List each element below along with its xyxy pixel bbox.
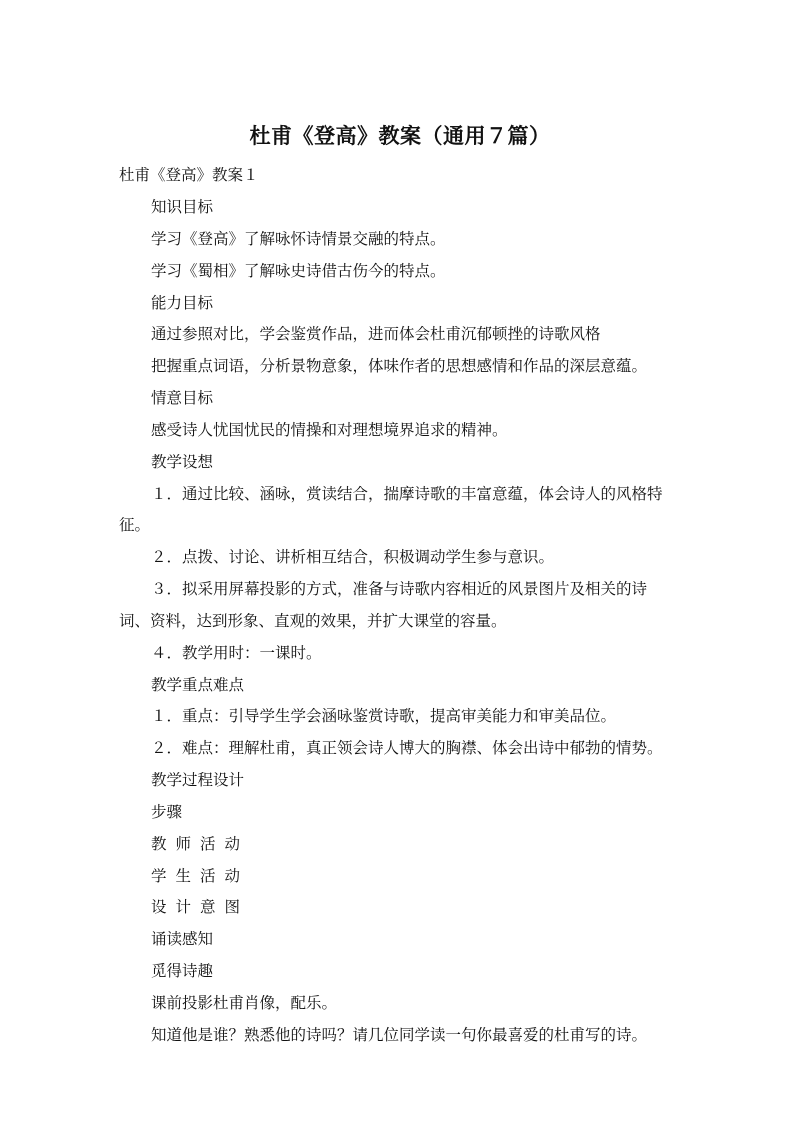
paragraph: 步骤 xyxy=(151,803,183,821)
heading-process-design: 教学过程设计 xyxy=(151,771,245,789)
paragraph: ２．点拨、讨论、讲析相互结合，积极调动学生参与意识。 xyxy=(151,548,555,566)
paragraph: 感受诗人忧国忧民的情操和对理想境界追求的精神。 xyxy=(151,421,508,439)
paragraph-continuation: 词、资料，达到形象、直观的效果，并扩大课堂的容量。 xyxy=(119,612,507,630)
paragraph: 知道他是谁？熟悉他的诗吗？请几位同学读一句你最喜爱的杜甫写的诗。 xyxy=(151,1026,648,1044)
heading-key-points: 教学重点难点 xyxy=(151,676,245,694)
paragraph: ３．拟采用屏幕投影的方式，准备与诗歌内容相近的风景图片及相关的诗 xyxy=(151,580,648,598)
paragraph: 学生活动 xyxy=(151,867,250,885)
heading-knowledge-goal: 知识目标 xyxy=(151,198,214,216)
heading-emotion-goal: 情意目标 xyxy=(151,389,214,407)
paragraph: 设计意图 xyxy=(151,898,250,916)
paragraph: 把握重点词语，分析景物意象，体味作者的思想感情和作品的深层意蕴。 xyxy=(151,357,648,375)
heading-teaching-plan: 教学设想 xyxy=(151,453,214,471)
paragraph: 教师活动 xyxy=(151,835,250,853)
heading-ability-goal: 能力目标 xyxy=(151,294,214,312)
paragraph: １．通过比较、涵咏，赏读结合，揣摩诗歌的丰富意蕴，体会诗人的风格特 xyxy=(151,485,663,503)
section-heading: 杜甫《登高》教案１ xyxy=(119,166,259,184)
paragraph: 学习《蜀相》了解咏史诗借古伤今的特点。 xyxy=(151,262,446,280)
paragraph: ４．教学用时：一课时。 xyxy=(151,644,322,662)
paragraph: 通过参照对比，学会鉴赏作品，进而体会杜甫沉郁顿挫的诗歌风格 xyxy=(151,325,601,343)
paragraph-continuation: 征。 xyxy=(119,516,151,534)
paragraph: 课前投影杜甫肖像，配乐。 xyxy=(151,994,338,1012)
document-title: 杜甫《登高》教案（通用７篇） xyxy=(249,124,551,148)
paragraph: １．重点：引导学生学会涵咏鉴赏诗歌，提高审美能力和审美品位。 xyxy=(151,707,617,725)
paragraph: 觅得诗趣 xyxy=(151,962,214,980)
paragraph: 学习《登高》了解咏怀诗情景交融的特点。 xyxy=(151,230,446,248)
paragraph: 诵读感知 xyxy=(151,930,214,948)
paragraph: ２．难点：理解杜甫，真正领会诗人博大的胸襟、体会出诗中郁勃的情势。 xyxy=(151,739,663,757)
